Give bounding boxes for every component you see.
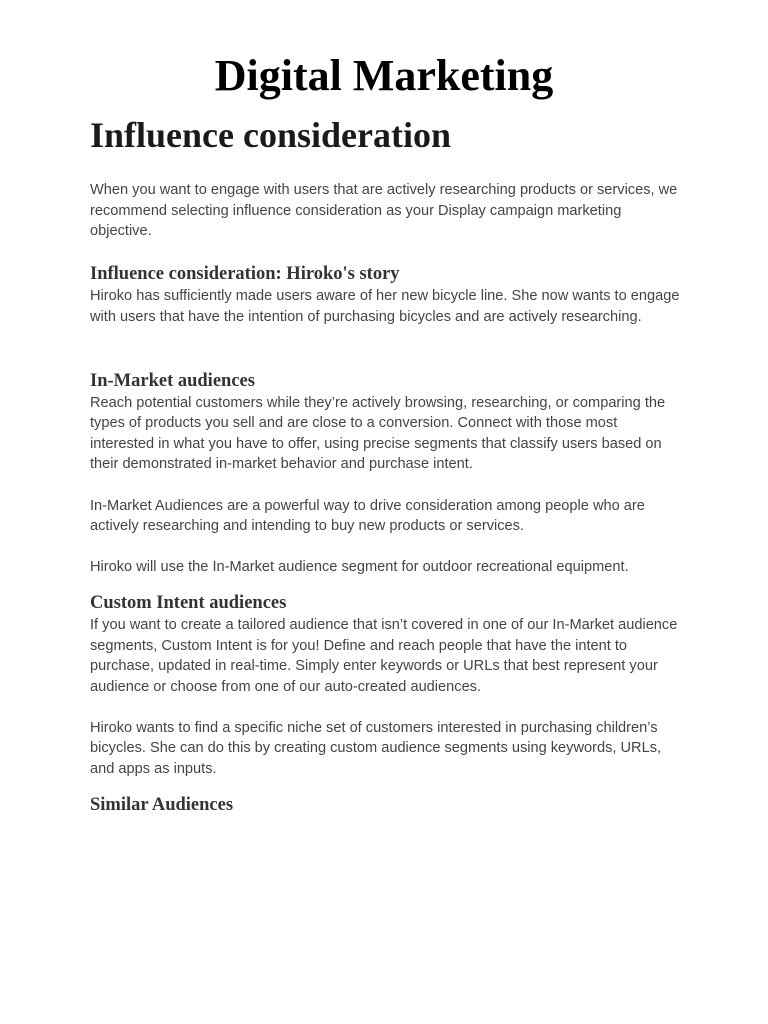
in-market-paragraph-3: Hiroko will use the In-Market audience segment for outdoor recreational equipment. [90, 559, 629, 576]
spacer [90, 475, 680, 496]
spacer [90, 578, 680, 591]
section-heading-in-market: In-Market audiences [90, 370, 255, 391]
spacer [90, 537, 680, 558]
intro-paragraph: When you want to engage with users that are actively researching products or services, we recommend selecting influence consideration as your Display campaign marketing objective. [90, 182, 678, 240]
document-content [90, 112, 680, 817]
custom-intent-paragraph-1: If you want to create a tailored audience that isn’t covered in one of our In-Market audience segments, Custom Intent is for you! Define and reach people that have the intent to purchase, updated in real-time. Simply enter keywords or URLs that best represent your audience or choose from one of our auto-created audiences. [90, 616, 678, 695]
in-market-paragraph-2: In-Market Audiences are a powerful way to drive consideration among people who are actively researching and intending to buy new products or services. [90, 497, 645, 535]
spacer [90, 780, 680, 793]
spacer [90, 242, 680, 263]
custom-intent-paragraph-2: Hiroko wants to find a specific niche set of customers interested in purchasing children’s bicycles. She can do this by creating custom audience segments using keywords, URLs, and apps as inputs. [90, 719, 662, 778]
section-heading-similar-audiences: Similar Audiences [90, 794, 234, 815]
section-heading-hiroko-story: Influence consideration: Hiroko's story [90, 264, 400, 285]
in-market-paragraph-1: Reach potential customers while they’re actively browsing, researching, or comparing the types of products you sell and are close to a conversion. Connect with those most interested in what you have to offer, using precise segments that classify users based on their demonstrated in-market behavior and purchase intent. [90, 394, 666, 473]
page-heading: Influence consideration [90, 115, 452, 155]
spacer [90, 328, 680, 369]
document-title: Digital Marketing [214, 51, 554, 100]
spacer [90, 697, 680, 718]
hiroko-story-paragraph: Hiroko has sufficiently made users aware of her new bicycle line. She now wants to engage with users that have the intention of purchasing bicycles and are actively researching. [90, 288, 680, 325]
section-heading-custom-intent: Custom Intent audiences [90, 592, 287, 613]
